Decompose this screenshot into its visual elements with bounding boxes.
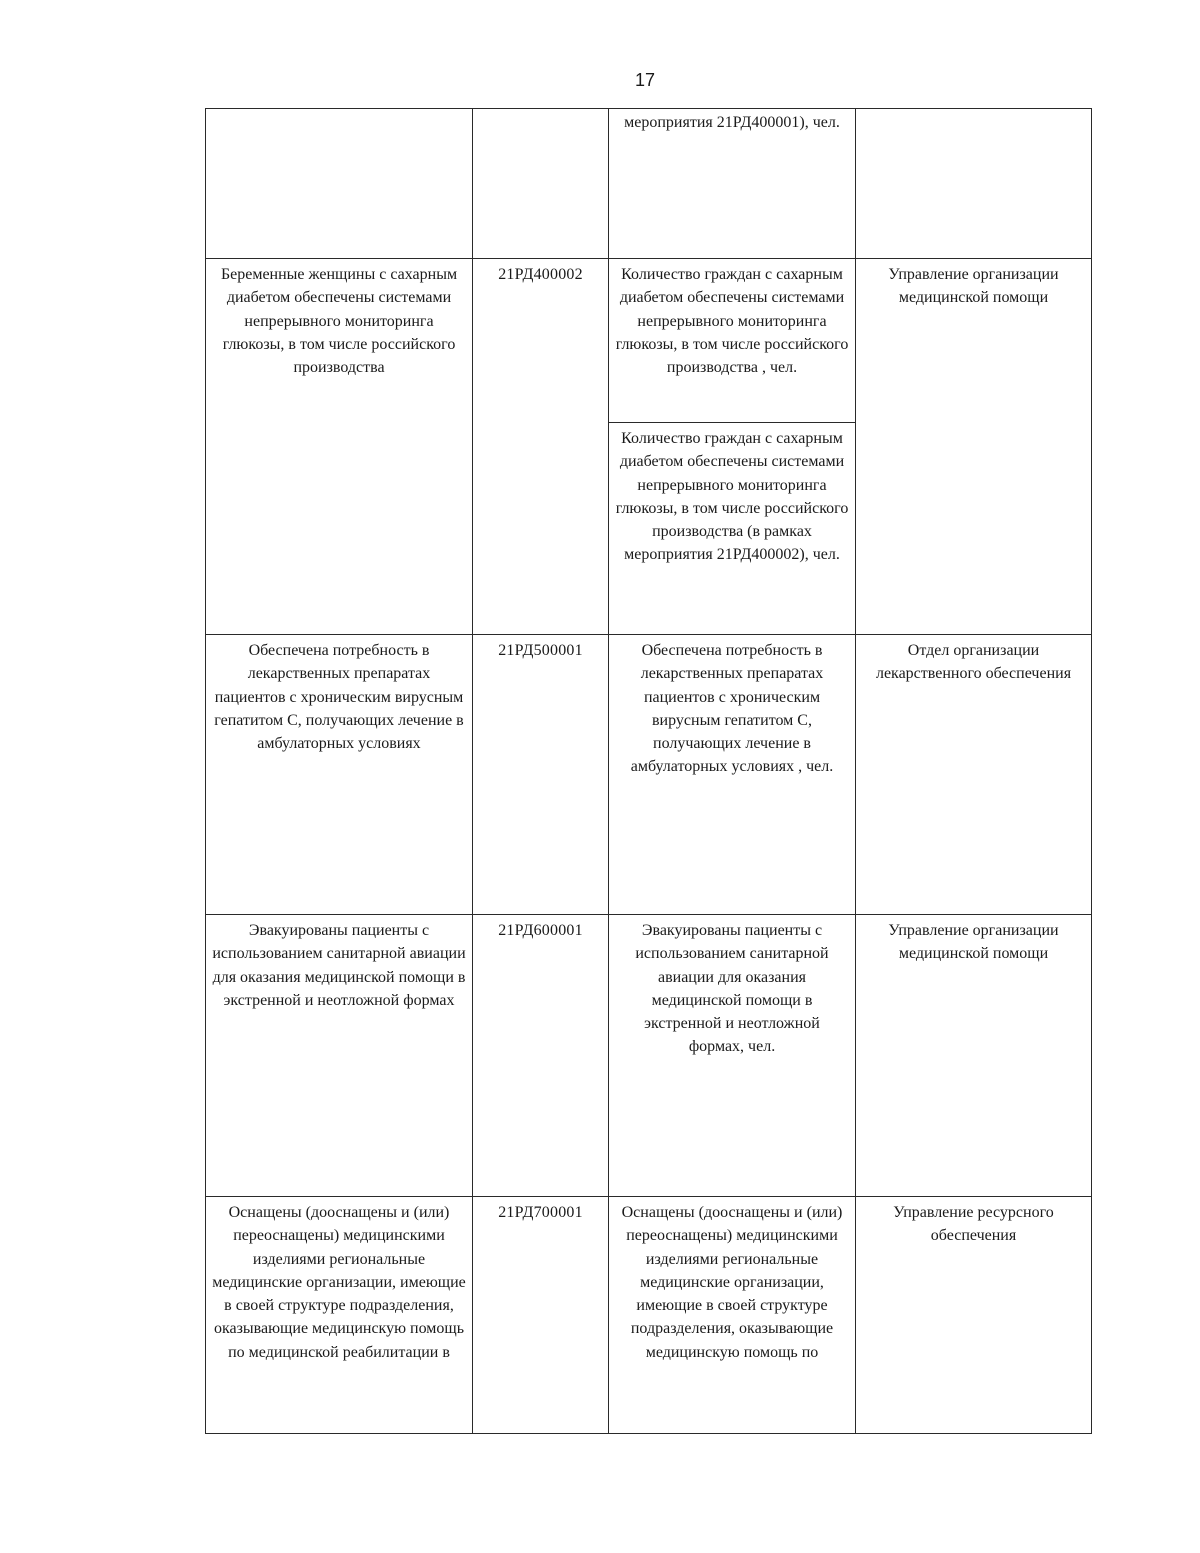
responsible-cell: Управление организации медицинской помощи [856, 259, 1092, 635]
table-row [206, 259, 1092, 423]
indicator-cell: Эвакуированы пациенты с использованием санитарной авиации для оказания медицинской помощи в экстренной и неотложной формах, чел. [609, 915, 856, 1197]
table-row [206, 1197, 1092, 1434]
result-cell: Оснащены (дооснащены и (или) переоснащены) медицинскими изделиями региональные медицинские организации, имеющие в своей структуре подразделения, оказывающие медицинскую помощь по медицинской реабилитации в [206, 1197, 473, 1434]
code-cell: 21РД600001 [473, 915, 609, 1197]
result-cell: Обеспечена потребность в лекарственных препаратах пациентов с хроническим вирусным гепатитом С, получающих лечение в амбулаторных условиях [206, 635, 473, 915]
responsible-cell: Отдел организации лекарственного обеспечения [856, 635, 1092, 915]
code-cell [473, 109, 609, 259]
table-row [206, 635, 1092, 915]
code-cell: 21РД500001 [473, 635, 609, 915]
result-cell: Эвакуированы пациенты с использованием санитарной авиации для оказания медицинской помощи в экстренной и неотложной формах [206, 915, 473, 1197]
responsible-cell [856, 109, 1092, 259]
table-row [206, 915, 1092, 1197]
indicators-table [205, 108, 1092, 1434]
code-cell: 21РД700001 [473, 1197, 609, 1434]
indicator-cell: Обеспечена потребность в лекарственных препаратах пациентов с хроническим вирусным гепатитом С, получающих лечение в амбулаторных условиях , чел. [609, 635, 856, 915]
result-cell: Беременные женщины с сахарным диабетом обеспечены системами непрерывного мониторинга глюкозы, в том числе российского производства [206, 259, 473, 635]
table-row [206, 109, 1092, 259]
responsible-cell: Управление ресурсного обеспечения [856, 1197, 1092, 1434]
code-cell: 21РД400002 [473, 259, 609, 635]
responsible-cell: Управление организации медицинской помощи [856, 915, 1092, 1197]
indicator-cell: Количество граждан с сахарным диабетом обеспечены системами непрерывного мониторинга глюкозы, в том числе российского производства (в рамках мероприятия 21РД400002), чел. [609, 423, 856, 635]
indicator-cell: Оснащены (дооснащены и (или) переоснащены) медицинскими изделиями региональные медицинские организации, имеющие в своей структуре подразделения, оказывающие медицинскую помощь по [609, 1197, 856, 1434]
page-number: 17 [634, 70, 656, 90]
indicator-cell: Количество граждан с сахарным диабетом обеспечены системами непрерывного мониторинга глюкозы, в том числе российского производства , чел. [609, 259, 856, 423]
result-cell [206, 109, 473, 259]
indicator-cell: мероприятия 21РД400001), чел. [609, 109, 856, 259]
